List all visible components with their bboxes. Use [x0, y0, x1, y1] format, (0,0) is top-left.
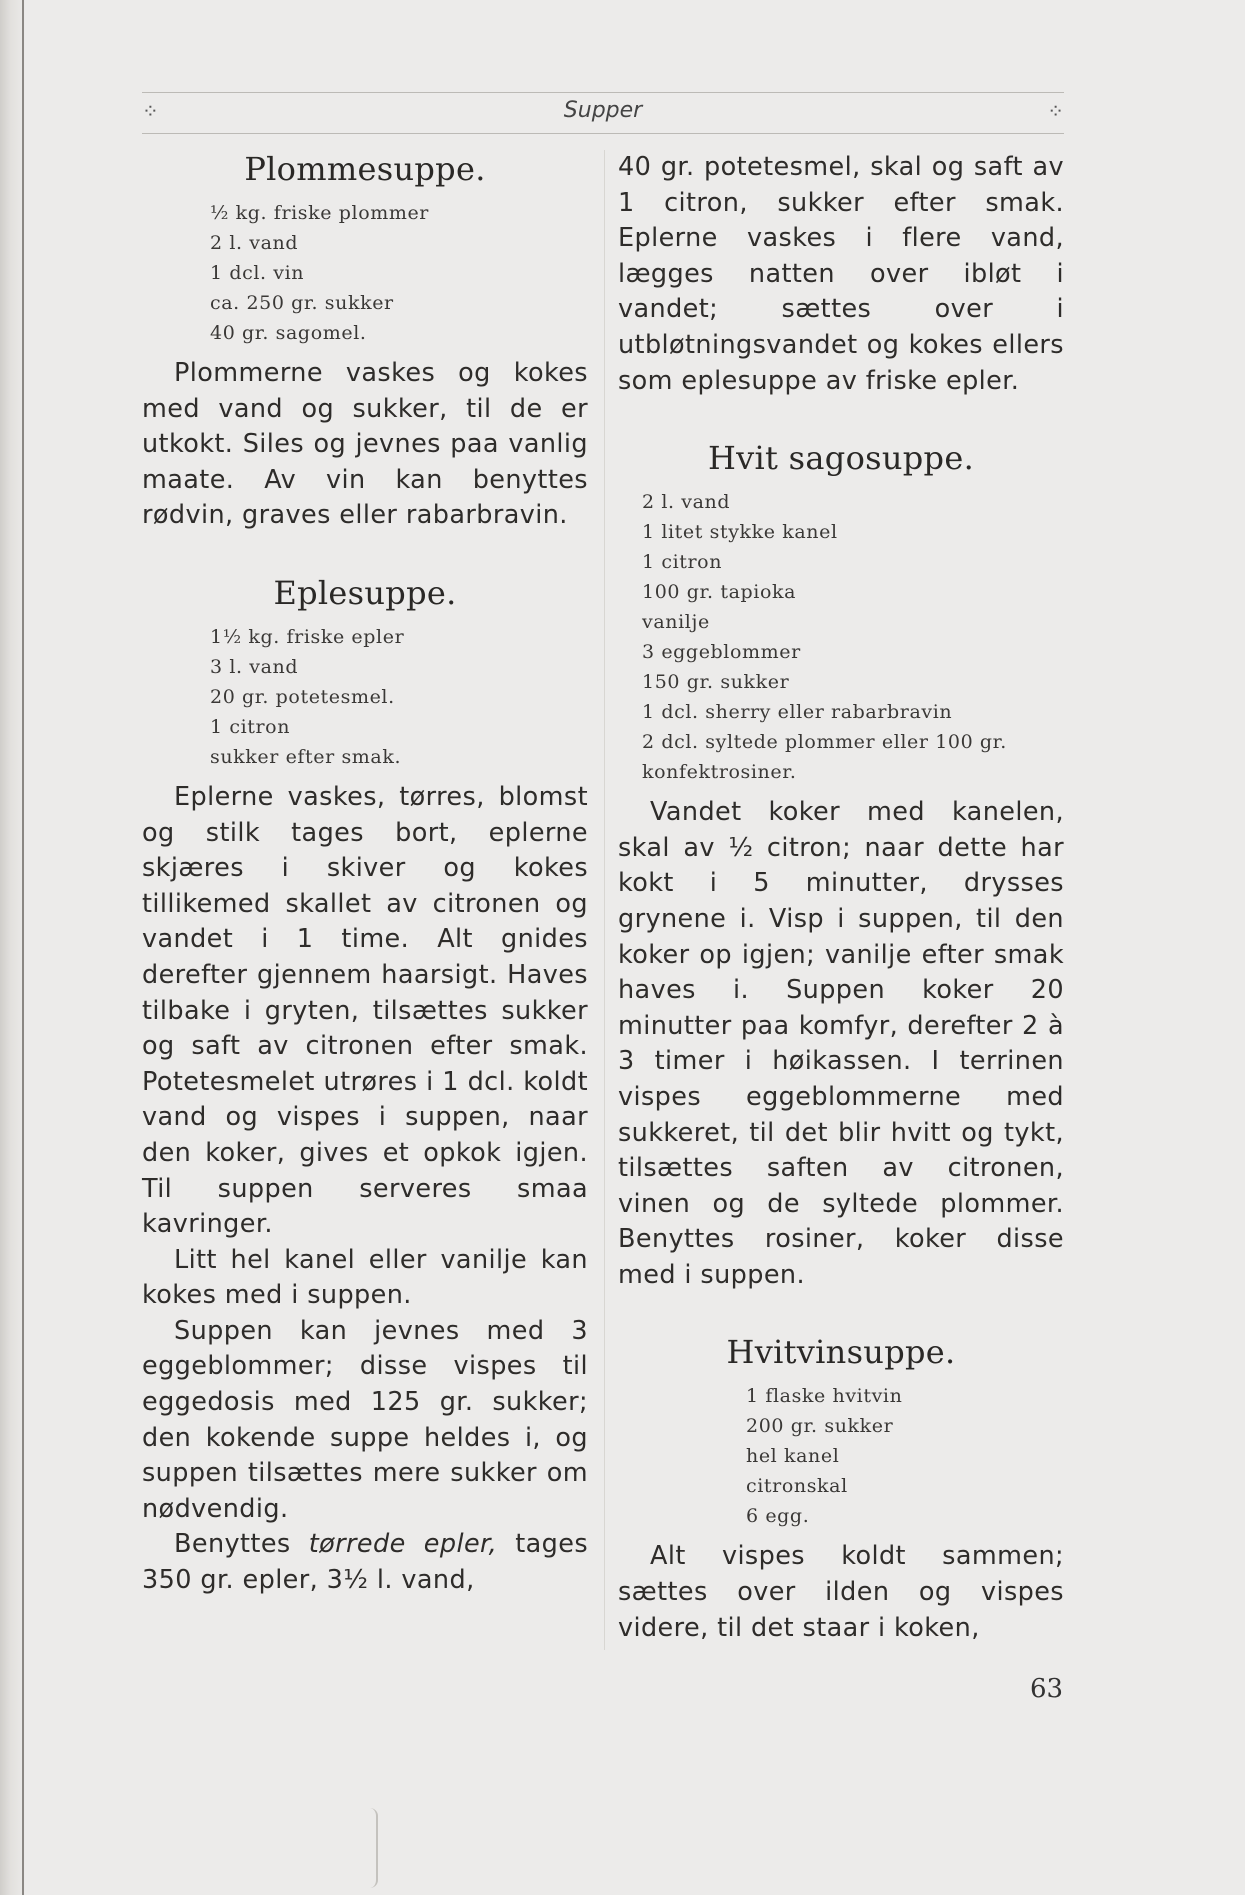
recipe-note: Litt hel kanel eller vanilje kan kokes med i suppen.: [142, 1244, 588, 1311]
recipe-title: Plommesuppe.: [244, 150, 486, 188]
ingredient-item: 1 citron: [642, 551, 723, 574]
recipe-title: Hvit sagosuppe.: [707, 439, 975, 478]
recipe-title: Eplesuppe.: [273, 573, 457, 612]
right-column: [618, 150, 1064, 1646]
ingredient-item: ½ kg. friske plommer: [210, 202, 429, 224]
note-text: Benyttes: [174, 1529, 309, 1560]
ingredient-item: 200 gr. sukker: [746, 1415, 894, 1438]
ingredient-item: 6 egg.: [746, 1505, 810, 1528]
recipe-note: Suppen kan jevnes med 3 eggeblommer; disse vispes til eggedosis med 125 gr. sukker; den kokende suppe heldes i, og suppen tilsættes mere sukker om nødvendig.: [142, 1315, 588, 1524]
recipe-instructions: Vandet koker med kanelen, skal av ½ citron; naar dette har kokt i 5 minutter, drysses grynene i. Visp i suppen, til den koker op igjen; vanilje efter smak haves i. Suppen koker 20 minutter paa komfyr, derefter 2 à 3 timer i høikassen. I terrinen vispes eggeblommerne med sukkeret, til det blir hvitt og tykt, tilsættes saften av citronen, vinen og de syltede plommer. Benyttes rosiner, koker disse med i suppen.: [618, 797, 1064, 1290]
running-title: Supper: [563, 98, 643, 123]
ornament-left-icon: ⁘: [142, 99, 159, 123]
ingredient-item: 1 litet stykke kanel: [642, 521, 838, 544]
ingredient-item: hel kanel: [746, 1445, 840, 1468]
ingredient-item: citronskal: [746, 1475, 848, 1498]
ingredient-item: 3 l. vand: [210, 655, 299, 678]
note-text: tages 350 gr. epler, 3½ l. vand,: [142, 1529, 588, 1596]
recipe-hvit-sagosuppe: [618, 439, 1064, 1293]
recipe-hvitvinsuppe: [618, 1333, 1064, 1646]
ingredient-item: vanilje: [642, 611, 710, 634]
ingredient-list: [618, 487, 1064, 787]
ingredient-item: 2 l. vand: [642, 491, 731, 514]
recipe-eplesuppe: [142, 574, 588, 1599]
ingredient-item: 40 gr. sagomel.: [210, 322, 367, 344]
ingredient-item: 1 flaske hvitvin: [746, 1385, 903, 1408]
ingredient-item: 2 l. vand: [210, 232, 299, 254]
running-header: [142, 92, 1064, 134]
ingredient-item: 100 gr. tapioka: [642, 581, 797, 604]
page-number: 63: [1030, 1674, 1064, 1704]
ingredient-item: 150 gr. sukker: [642, 671, 790, 694]
ingredient-item: 1 citron: [210, 715, 291, 738]
left-column: [142, 150, 588, 1599]
recipe-instructions: Eplerne vaskes, tørres, blomst og stilk tages bort, eplerne skjæres i skiver og kokes tillikemed skallet av citronen og vandet i 1 time. Alt gnides derefter gjennem haarsigt. Haves tilbake i gryten, tilsættes sukker og saft av citronen efter smak. Potetesmelet utrøres i 1 dcl. koldt vand og vispes i suppen, naar den koker, gives et opkok igjen. Til suppen serveres smaa kavringer.: [142, 781, 588, 1240]
ingredient-item: 1½ kg. friske epler: [210, 625, 405, 648]
recipe-note: [142, 1527, 588, 1598]
ingredient-item: 1 dcl. sherry eller rabarbravin: [642, 701, 953, 724]
ingredient-list: [618, 1381, 1064, 1531]
recipe-note-continued: 40 gr. potetesmel, skal og saft av 1 citron, sukker efter smak. Eplerne vaskes i flere vand, lægges natten over ibløt i vandet; sættes over i utbløtningsvandet og kokes ellers som eplesuppe av friske epler.: [618, 152, 1064, 396]
recipe-instructions: Plommerne vaskes og kokes med vand og sukker, til de er utkokt. Siles og jevnes paa vanlig maate. Av vin kan benyttes rødvin, graves eller rabarbravin.: [142, 358, 588, 531]
recipe-instructions: Alt vispes koldt sammen; sættes over ilden og vispes videre, til det staar i koken,: [618, 1541, 1064, 1643]
ingredient-list: [142, 198, 588, 348]
ingredient-list: [142, 622, 588, 772]
ingredient-item: 3 eggeblommer: [642, 641, 801, 664]
ingredient-item: ca. 250 gr. sukker: [210, 292, 394, 314]
recipe-plommesuppe: [142, 150, 588, 534]
ingredient-item: sukker efter smak.: [210, 745, 402, 768]
ingredient-item: 20 gr. potetesmel.: [210, 685, 395, 708]
recipe-title: Hvitvinsuppe.: [726, 1333, 956, 1372]
ingredient-item: 1 dcl. vin: [210, 262, 305, 284]
book-spine-edge: [22, 0, 24, 1895]
ornament-right-icon: ⁘: [1047, 99, 1064, 123]
note-emphasis: tørrede epler,: [308, 1529, 498, 1560]
ingredient-item: 2 dcl. syltede plommer eller 100 gr. konfektrosiner.: [642, 731, 1007, 784]
column-divider: [604, 150, 605, 1650]
page-clip-mark: [26, 1808, 378, 1888]
